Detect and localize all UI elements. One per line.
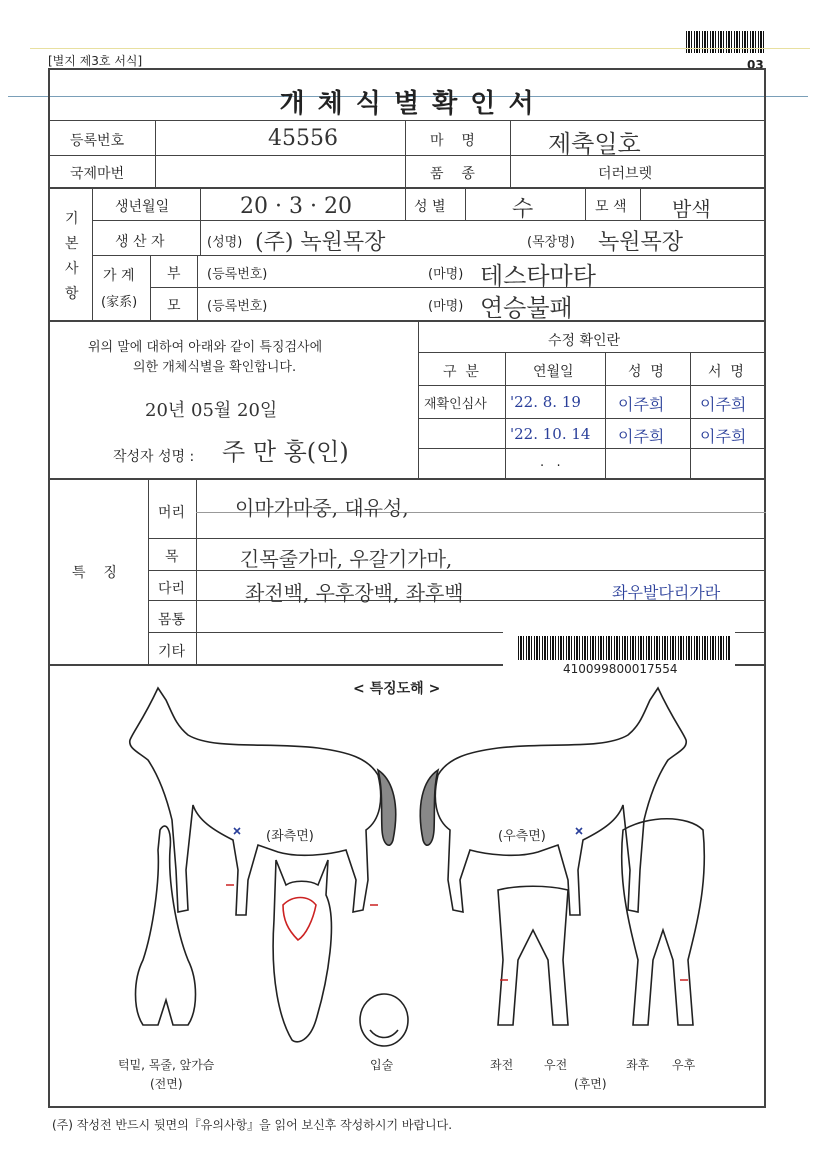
revision-row-1-sign: 이주희 [700, 395, 747, 414]
reg-no-value: 45556 [268, 126, 338, 151]
revision-row-1-type: 재확인심사 [424, 397, 487, 412]
col-line [405, 187, 406, 220]
horse-name-label: 마 명 [430, 133, 475, 149]
breed-label: 품 종 [430, 166, 475, 182]
col-line [505, 352, 506, 478]
top-rule-2 [30, 48, 810, 49]
birth-value: 20 · 3 · 20 [240, 194, 352, 219]
col-line [405, 120, 406, 187]
col-line [510, 120, 511, 187]
footer-note: (주) 작성전 반드시 뒷면의『유의사항』을 읽어 보신후 작성하시기 바랍니다. [52, 1118, 453, 1132]
revision-row-2-name: 이주희 [618, 427, 665, 446]
leg-value: 좌전백, 우후장백, 좌후백 [245, 581, 464, 605]
confirm-text-2: 의한 개체식별을 확인합니다. [133, 360, 297, 375]
dam-name-value: 연승불패 [480, 294, 573, 322]
sire-label: 부 [167, 266, 181, 282]
horse-left-side-drawing [130, 688, 396, 915]
breed-value: 더러브렛 [598, 166, 653, 182]
head-value: 이마가마중, 대유성, [235, 496, 409, 520]
col-line [465, 187, 466, 220]
leg-value-blue: 좌우발다리가라 [612, 583, 721, 602]
row-line [418, 448, 766, 449]
row-line [48, 187, 766, 189]
revision-row-2-sign: 이주희 [700, 427, 747, 446]
revision-row-2-date: '22. 10. 14 [510, 425, 591, 443]
front-view-caption: (전면) [150, 1077, 183, 1091]
row-line [48, 478, 766, 480]
sire-name-value: 테스타마타 [480, 262, 596, 290]
fore-left-caption: 좌전 [490, 1058, 514, 1072]
color-label: 모 색 [595, 199, 627, 215]
row-line [418, 418, 766, 419]
ranch-value: 녹원목장 [598, 230, 684, 255]
col-line [155, 120, 156, 187]
revision-col-sign: 서 명 [708, 364, 744, 380]
features-label: 특 징 [72, 565, 117, 581]
diagram-title: < 특징도해 > [353, 681, 441, 697]
row-line [48, 320, 766, 322]
col-line [418, 320, 419, 478]
color-value: 밤색 [672, 197, 711, 221]
revision-row-1-name: 이주희 [618, 395, 665, 414]
basic-label-4: 항 [65, 286, 79, 302]
horse-name-value: 제축일호 [548, 130, 641, 158]
body-label: 몸통 [158, 612, 186, 628]
front-caption: 턱밑, 목줄, 앞가슴 [118, 1058, 215, 1072]
barcode-image [518, 636, 730, 660]
col-line [197, 255, 198, 320]
right-side-caption: (우측면) [498, 829, 546, 844]
sire-reg-field: (등록번호) [207, 267, 268, 282]
hind-right-caption: 우후 [672, 1058, 696, 1072]
reg-no-label: 등록번호 [70, 133, 125, 149]
horse-lips-drawing [360, 994, 408, 1046]
col-line [150, 255, 151, 320]
rear-view-caption: (후면) [574, 1077, 607, 1091]
revision-row-3-date: . . [540, 455, 561, 470]
intl-no-label: 국제마번 [70, 166, 125, 182]
horse-front-view-drawing [136, 826, 196, 1025]
top-barcode [686, 31, 764, 53]
row-line [148, 538, 766, 539]
col-line [196, 478, 197, 664]
birth-label: 생년월일 [115, 199, 170, 215]
col-line [640, 187, 641, 220]
page-title: 개 체 식 별 확 인 서 [279, 89, 536, 119]
left-side-caption: (좌측면) [266, 829, 314, 844]
basic-label-1: 기 [65, 211, 79, 227]
other-label: 기타 [158, 644, 186, 660]
dam-label: 모 [167, 298, 181, 314]
revision-col-date: 연월일 [533, 364, 574, 380]
writer-label: 작성자 성명 : [113, 449, 195, 465]
sex-label: 성 별 [414, 199, 446, 215]
col-line [200, 187, 201, 255]
col-line [690, 352, 691, 478]
barcode-number: 410099800017554 [563, 662, 678, 676]
row-line [150, 287, 766, 288]
sex-value: 수 [512, 197, 534, 222]
row-line [92, 220, 766, 221]
col-line [605, 352, 606, 478]
page-code: 03 [747, 58, 764, 72]
horse-rear-legs-drawing [498, 819, 704, 1025]
col-line [585, 187, 586, 220]
lineage-label-hanja: (家系) [101, 295, 138, 310]
writer-value: 주 만 홍(인) [222, 438, 349, 466]
basic-label-2: 본 [65, 236, 79, 252]
ranch-label: (목장명) [527, 235, 575, 250]
producer-name-value: (주) 녹원목장 [255, 230, 386, 255]
confirm-text-1: 위의 말에 대하여 아래와 같이 특징검사에 [88, 340, 323, 355]
horse-diagram [48, 680, 766, 1100]
row-line [418, 385, 766, 386]
dam-reg-field: (등록번호) [207, 299, 268, 314]
horse-head-drawing [273, 860, 331, 1042]
producer-label: 생 산 자 [115, 234, 165, 250]
revision-col-type: 구 분 [443, 364, 479, 380]
horse-right-side-drawing [420, 688, 686, 915]
lips-caption: 입술 [370, 1058, 394, 1072]
head-label: 머리 [158, 505, 186, 521]
neck-label: 목 [165, 549, 179, 565]
col-line [148, 478, 149, 664]
col-line [92, 187, 93, 320]
form-number: [별지 제3호 서식] [48, 54, 143, 68]
lineage-label: 가 계 [103, 268, 135, 284]
hind-left-caption: 좌후 [626, 1058, 650, 1072]
neck-value: 긴목줄가마, 우갈기가마, [240, 547, 453, 571]
confirm-date: 20년 05월 20일 [145, 400, 278, 421]
leg-label: 다리 [158, 581, 186, 597]
basic-label-3: 사 [65, 261, 79, 277]
fore-right-caption: 우전 [544, 1058, 568, 1072]
revision-row-1-date: '22. 8. 19 [510, 393, 581, 411]
row-line [418, 352, 766, 353]
sire-name-field: (마명) [428, 267, 464, 282]
dam-name-field: (마명) [428, 299, 464, 314]
revision-col-name: 성 명 [628, 364, 664, 380]
revision-title: 수정 확인란 [548, 333, 621, 349]
producer-name-label: (성명) [207, 235, 243, 250]
